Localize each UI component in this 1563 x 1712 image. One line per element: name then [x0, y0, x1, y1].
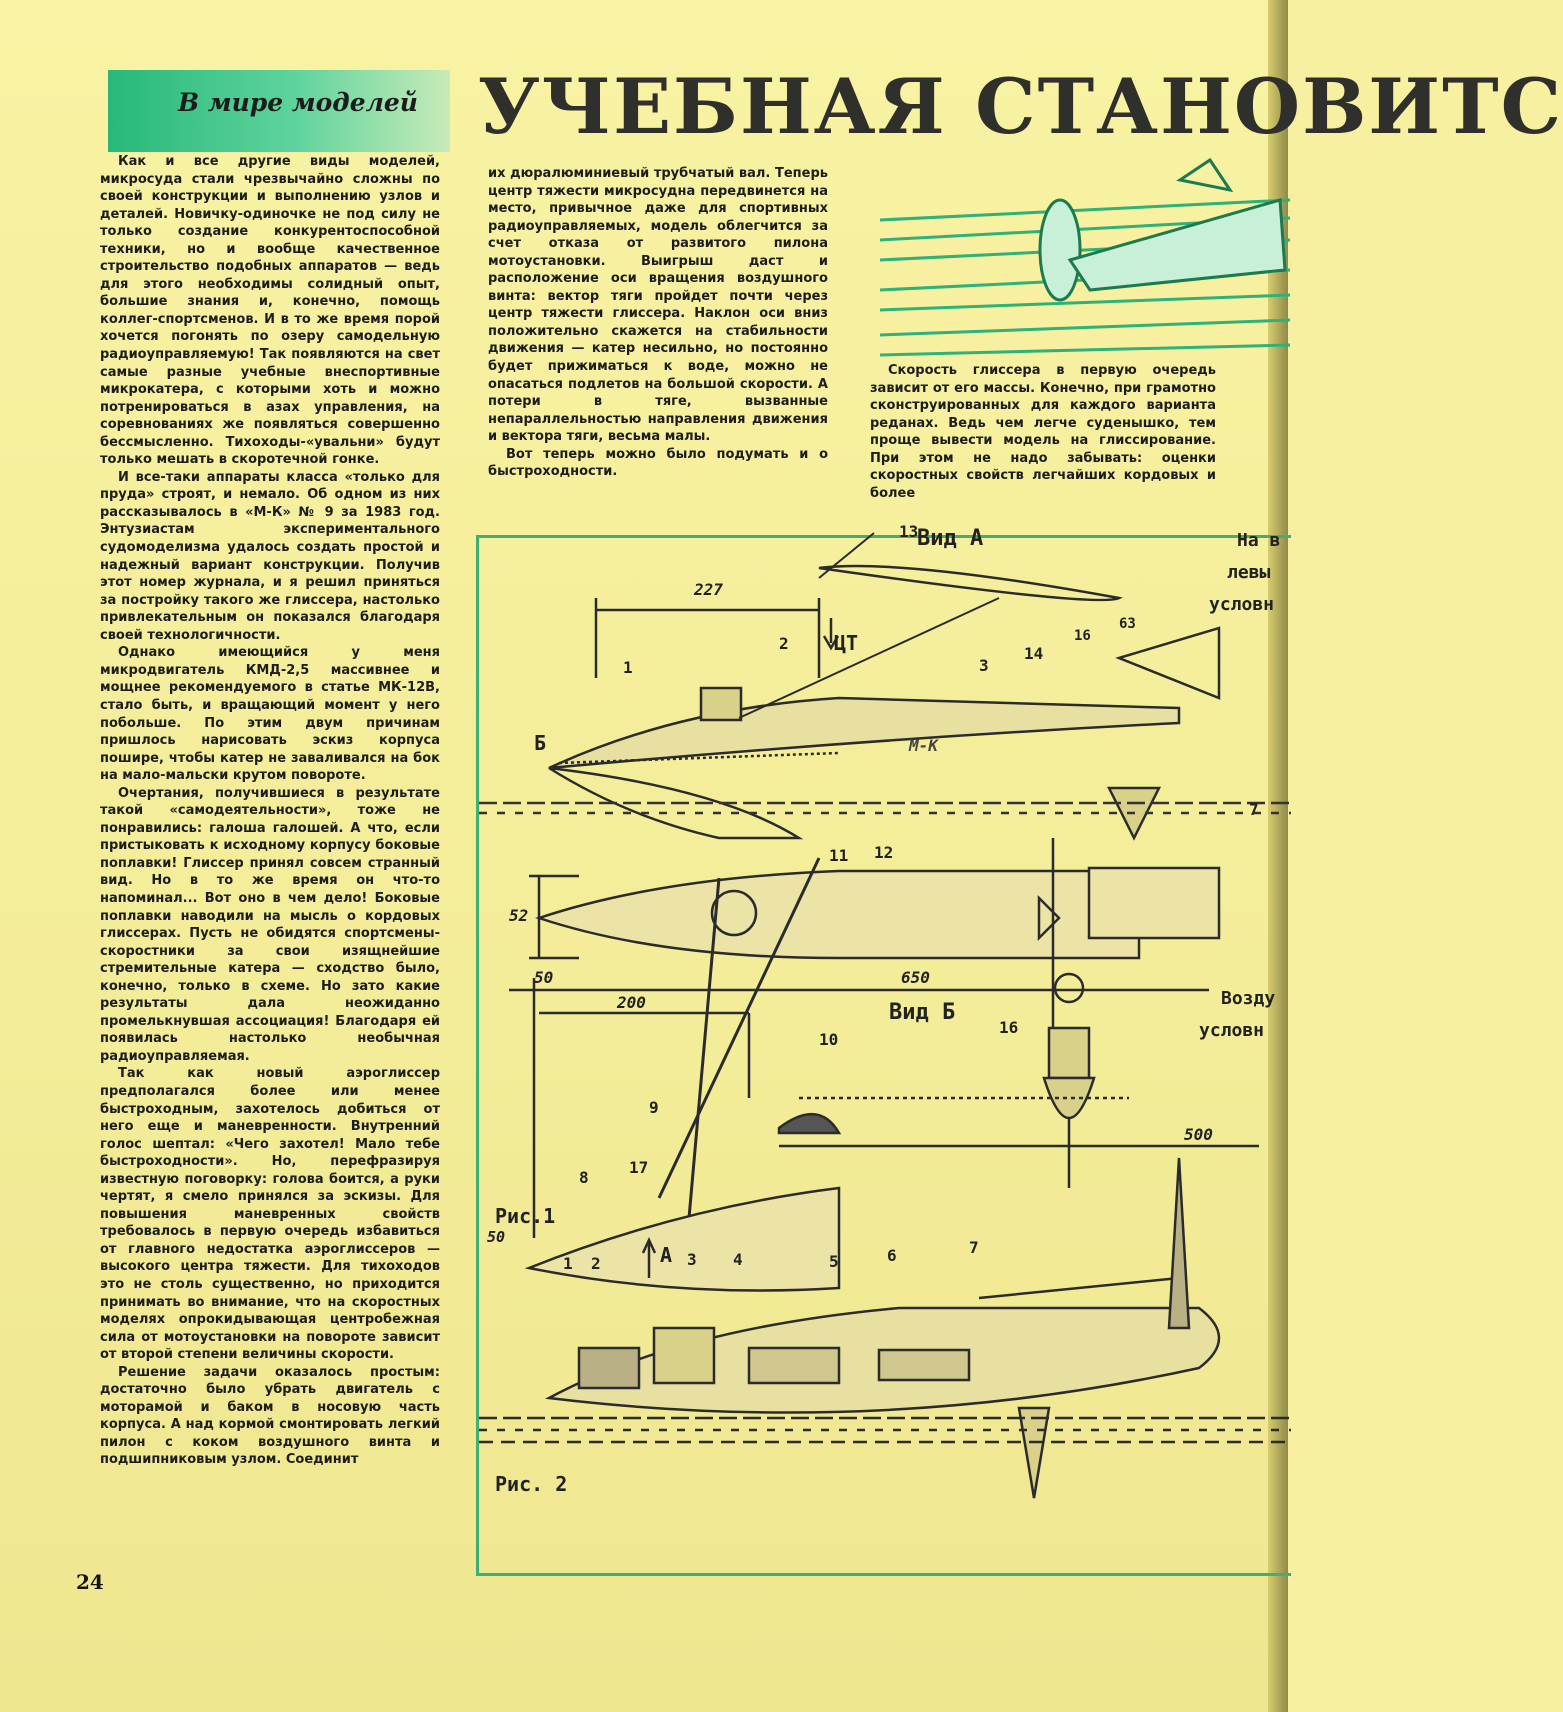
paragraph: И все-таки аппараты класса «только для пруда» строят, и немало. Об одном из них рассказывалось в «М-К» № 9 за 1983 год. Энтузиастам экспериментального судомоделизма удалось создать простой и надежный вариант конструкции. Получив этот номер журнала, и я решил приняться за постройку такого же глиссера, настолько привлекательным он показался благодаря своей технологичности. [100, 469, 440, 643]
fig2-callout-2: 2 [591, 1254, 601, 1273]
dimension-63: 63 [1119, 616, 1136, 632]
callout-2: 2 [779, 634, 789, 653]
callout-17: 17 [629, 1158, 649, 1177]
dimension-52: 52 [509, 906, 529, 925]
boat-sketch-illustration [880, 160, 1290, 360]
page-number: 24 [76, 1570, 104, 1594]
caption-fig1: Рис.1 [495, 1204, 556, 1228]
paragraph: Так как новый аэроглиссер предполагался более или менее быстроходным, захотелось добиться от него еще и маневренности. Внутренний голос шептал: «Чего захотел! Мало тебе быстроходности». Но, перефразируя известную поговорку: голова боится, а руки чертят, я смело принялся за эскизы. Для повышения маневренных свойств требовалось в первую очередь избавиться от главного недостатка аэроглиссеров — высокого центра тяжести. Для тихоходов это не столь существенно, но приходится принимать во внимание, что на скоростных моделях опрокидывающая центробежная сила от мотоустановки на повороте зависит от второй степени величины скорости. [100, 1066, 440, 1363]
callout-7: 7 [1249, 800, 1259, 819]
hull-mark: М-К [909, 736, 938, 755]
fig2-callout-1: 1 [563, 1254, 573, 1273]
label-arrow-a: А [660, 1243, 673, 1267]
label-arrow-b: Б [534, 731, 547, 755]
rubric-banner [108, 70, 450, 152]
rubric-title: В мире моделей [178, 88, 418, 117]
callout-12: 12 [874, 843, 894, 862]
callout-1: 1 [623, 658, 633, 677]
dimension-50b: 50 [487, 1228, 506, 1246]
callout-9: 9 [649, 1098, 659, 1117]
paragraph: Вот теперь можно было подумать и о быстроходности. [488, 446, 828, 480]
label-center-of-gravity: ЦТ [834, 631, 859, 655]
callout-8: 8 [579, 1168, 589, 1187]
fig2-callout-4: 4 [733, 1250, 743, 1269]
paragraph: Как и все другие виды моделей, микросуда стали чрезвычайно сложны по своей конструкции и выполнению узлов и деталей. Новичку-одиночке не под силу не только создание конкурентоспособной техники, но и вообще качественное строительство подобных аппаратов — ведь для этого необходимы солидный опыт, большие знания и, конечно, помощь коллег-спортсменов. И в то же время порой хочется погонять по озеру самодельную радиоуправляемую! Так появляются на свет самые разные учебные внеспортивные микрокатера, с которыми хоть и можно потренироваться в азах управления, на соревнованиях же появляться совершенно бессмысленно. Тихоходы-«увальни» будут только мешать в скоротечной гонке. [100, 154, 440, 468]
side-text: условн [1199, 1020, 1265, 1041]
text-column-2 [488, 165, 828, 481]
dimension-50: 50 [534, 968, 554, 987]
paragraph: Очертания, получившиеся в результате такой «самодеятельности», тоже не понравились: галоша галошей. А что, если пристыковать к исходному корпусу боковые поплавки! Глиссер принял совсем странный вид. Но в то же время он что-то напоминал... Вот оно в чем дело! Боковые поплавки наводили на мысль о кордовых глиссерах. Пусть не обидятся спортсмены-скоростники за свои изящнейшие стремительные катера — сходство было, конечно, только в схеме. Но зато какие результаты дала неожиданно промелькнувшая ассоциация! Благодаря ей появилась настолько необычная радиоуправляемая. [100, 785, 440, 1064]
side-text: условн [1209, 594, 1275, 615]
side-text: Возду [1221, 988, 1276, 1009]
technical-drawing [476, 522, 1291, 1576]
fig2-callout-6: 6 [887, 1246, 897, 1265]
paragraph: их дюралюминиевый трубчатый вал. Теперь центр тяжести микросудна передвинется на место, привычное даже для спортивных радиоуправляемых, модель облегчится за счет отказа от развитого пилона мотоустановки. Выигрыш даст и расположение оси вращения воздушного винта: вектор тяги пройдет почти через центр тяжести глиссера. Наклон оси вниз положительно скажется на стабильности движения — катер несильно, но постоянно будет прижиматься к воде, можно не опасаться подлетов на большой скорости. А потери в тяге, вызванные непараллельностью направления движения и вектора тяги, весьма малы. [488, 166, 828, 445]
label-view-b: Вид Б [889, 1000, 956, 1025]
paragraph: Решение задачи оказалось простым: достаточно было убрать двигатель с моторамой и баком в носовую часть корпуса. А над кормой смонтировать легкий пилон с коком воздушного винта и подшипниковым узлом. Соединит [100, 1364, 440, 1468]
side-text: левы [1227, 562, 1271, 583]
paragraph: Скорость глиссера в первую очередь зависит от его массы. Конечно, при грамотно сконструированных для каждого варианта реданах. Ведь чем легче суденышко, тем проще вывести модель на глиссирование. При этом не надо забывать: оценки скоростных свойств легчайших кордовых и более [870, 363, 1216, 501]
label-view-a: Вид А [917, 526, 984, 551]
text-column-1 [100, 153, 440, 1469]
paragraph: Однако имеющийся у меня микродвигатель КМД-2,5 массивнее и мощнее рекомендуемого в статье МК-12В, стало быть, и вращающий момент у него побольше. По этим двум причинам пришлось нарисовать эскиз корпуса пошире, чтобы катер не заваливался на бок на мало-мальски крутом повороте. [100, 645, 440, 784]
callout-13: 13 [899, 522, 919, 541]
fig2-callout-5: 5 [829, 1252, 839, 1271]
dimension-650: 650 [901, 968, 930, 987]
callout-10: 10 [819, 1030, 839, 1049]
dimension-500: 500 [1184, 1125, 1213, 1144]
drawing-canvas [479, 538, 1291, 1573]
fig2-callout-7: 7 [969, 1238, 979, 1257]
callout-11: 11 [829, 846, 849, 865]
callout-3: 3 [979, 656, 989, 675]
caption-fig2: Рис. 2 [495, 1472, 568, 1496]
callout-14: 14 [1024, 644, 1044, 663]
dimension-16: 16 [1074, 628, 1091, 644]
article-headline: УЧЕБНАЯ СТАНОВИТС [478, 62, 1563, 151]
text-column-3 [870, 362, 1216, 502]
callout-16: 16 [999, 1018, 1019, 1037]
side-text: На в [1237, 530, 1281, 551]
fig2-callout-3: 3 [687, 1250, 697, 1269]
dimension-227: 227 [694, 580, 723, 599]
dimension-200: 200 [617, 993, 646, 1012]
